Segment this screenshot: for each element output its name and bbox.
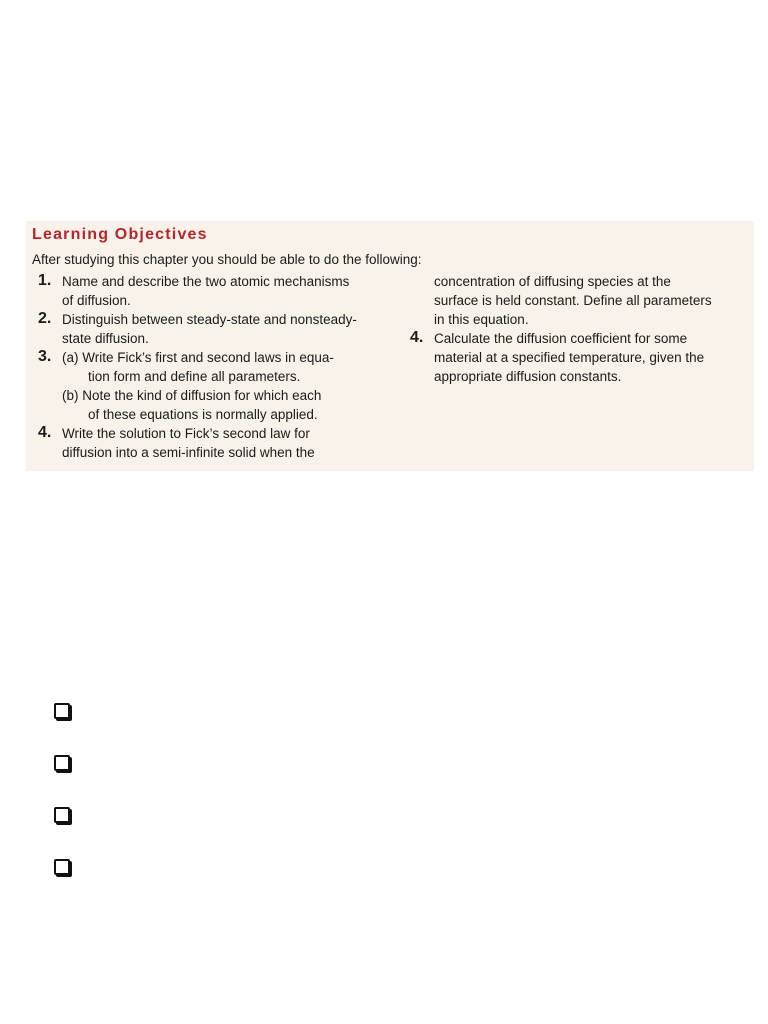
objective-5-line-1: Calculate the diffusion coefficient for some — [434, 331, 688, 346]
objective-5-line-2: material at a specified temperature, given the — [434, 350, 705, 365]
objective-1-line-1: Name and describe the two atomic mechanisms — [62, 274, 350, 289]
checkbox-2[interactable] — [54, 755, 70, 771]
objective-4-line-4: surface is held constant. Define all parameters — [434, 293, 712, 308]
objective-4-line-1: Write the solution to Fick’s second law for — [62, 426, 310, 441]
checkbox-1[interactable] — [54, 703, 70, 719]
objective-2-line-1: Distinguish between steady-state and nonsteady- — [62, 312, 357, 327]
objective-3a-line-1: (a) Write Fick’s first and second laws in equa- — [62, 350, 334, 365]
objective-4-number: 4. — [38, 424, 52, 441]
checkbox-3[interactable] — [54, 807, 70, 823]
learning-objectives-box — [26, 221, 754, 471]
objective-3a-line-2: tion form and define all parameters. — [88, 369, 301, 384]
objective-3b-line-2: of these equations is normally applied. — [88, 407, 318, 422]
objective-4-line-5: in this equation. — [434, 312, 529, 327]
objective-3b-line-1: (b) Note the kind of diffusion for which each — [62, 388, 322, 403]
objective-4-line-2: diffusion into a semi-infinite solid when the — [62, 445, 315, 460]
learning-objectives-intro: After studying this chapter you should be able to do the following: — [32, 252, 422, 267]
objective-5-line-3: appropriate diffusion constants. — [434, 369, 622, 384]
objective-5-number: 4. — [410, 329, 424, 346]
checkbox-4[interactable] — [54, 859, 70, 875]
objective-1-line-2: of diffusion. — [62, 293, 131, 308]
objective-2-line-2: state diffusion. — [62, 331, 149, 346]
objective-1-number: 1. — [38, 272, 52, 289]
objective-3-number: 3. — [38, 348, 52, 365]
learning-objectives-title: Learning Objectives — [32, 226, 208, 243]
objective-4-line-3: concentration of diffusing species at the — [434, 274, 671, 289]
objective-2-number: 2. — [38, 310, 52, 327]
